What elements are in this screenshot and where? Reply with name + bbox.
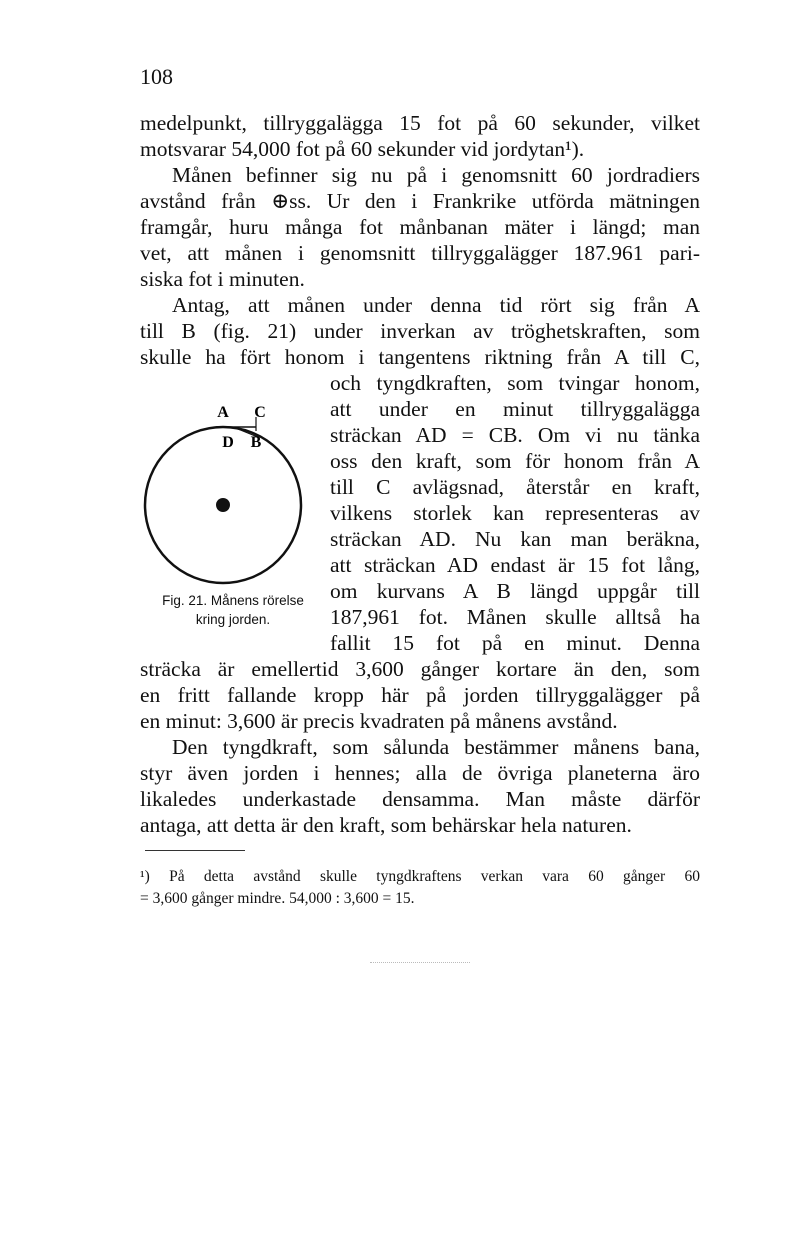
text-line: siska fot i minuten. bbox=[140, 267, 305, 291]
earth-dot bbox=[216, 498, 230, 512]
text-line: en fritt fallande kropp här på jorden tillryggalägger på bbox=[140, 683, 700, 707]
text-line: avstånd från ⊕ss. Ur den i Frankrike utförda mätningen bbox=[140, 189, 700, 213]
text-line: styr även jorden i hennes; alla de övriga planeterna äro bbox=[140, 761, 700, 785]
text-line: Den tyngdkraft, som sålunda bestämmer månens bana, bbox=[172, 735, 700, 759]
text-line: vet, att månen i genomsnitt tillryggalägger 187.961 pari- bbox=[140, 241, 700, 265]
footnote-rule bbox=[145, 850, 245, 851]
text-line: vilkens storlek kan representeras av bbox=[330, 501, 700, 525]
text-line: fallit 15 fot på en minut. Denna bbox=[330, 631, 700, 655]
text-line: en minut: 3,600 är precis kvadraten på månens avstånd. bbox=[140, 709, 618, 733]
wrapped-paragraph bbox=[330, 370, 700, 656]
text-line: skulle ha fört honom i tangentens riktning från A till C, bbox=[140, 345, 700, 369]
moon-orbit-diagram bbox=[138, 395, 328, 591]
text-line: att under en minut tillryggalägga bbox=[330, 397, 700, 421]
text-line: om kurvans A B längd uppgår till bbox=[330, 579, 700, 603]
bottom-paragraphs bbox=[140, 656, 700, 838]
footnote-line: = 3,600 gånger mindre. 54,000 : 3,600 = 15. bbox=[140, 890, 415, 907]
label-d: D bbox=[222, 434, 234, 451]
label-a: A bbox=[217, 404, 229, 421]
scan-artifact bbox=[370, 962, 470, 965]
text-line: 187,961 fot. Månen skulle alltså ha bbox=[330, 605, 700, 629]
page-number: 108 bbox=[140, 64, 173, 89]
text-line: och tyngdkraften, som tvingar honom, bbox=[330, 371, 700, 395]
text-line: sträckan AD = CB. Om vi nu tänka bbox=[330, 423, 700, 447]
footnote-line: ¹) På detta avstånd skulle tyngdkraftens verkan vara 60 gånger 60 bbox=[140, 868, 700, 885]
text-line: Månen befinner sig nu på i genomsnitt 60 jordradiers bbox=[172, 163, 700, 187]
top-paragraphs bbox=[140, 110, 700, 370]
footnote bbox=[140, 866, 700, 910]
text-line: antaga, att detta är den kraft, som behärskar hela naturen. bbox=[140, 813, 632, 837]
text-line: att sträckan AD endast är 15 fot lång, bbox=[330, 553, 700, 577]
caption-line: kring jorden. bbox=[195, 612, 271, 627]
text-line: till C avlägsnad, återstår en kraft, bbox=[330, 475, 700, 499]
caption-line: Fig. 21. Månens rörelse bbox=[162, 593, 304, 608]
text-line: oss den kraft, som för honom från A bbox=[330, 449, 700, 473]
figure-21 bbox=[138, 395, 328, 635]
text-line: Antag, att månen under denna tid rört sig från A bbox=[172, 293, 700, 317]
label-c: C bbox=[254, 404, 266, 421]
label-b: B bbox=[250, 434, 262, 451]
text-line: sträckan AD. Nu kan man beräkna, bbox=[330, 527, 700, 551]
text-line: sträcka är emellertid 3,600 gånger kortare än den, som bbox=[140, 657, 700, 681]
figure-caption bbox=[138, 591, 328, 629]
text-line: likaledes underkastade densamma. Man måste därför bbox=[140, 787, 700, 811]
text-line: till B (fig. 21) under inverkan av tröghetskraften, som bbox=[140, 319, 700, 343]
text-line: framgår, huru många fot månbanan mäter i längd; man bbox=[140, 215, 700, 239]
text-line: motsvarar 54,000 fot på 60 sekunder vid jordytan¹). bbox=[140, 137, 585, 161]
text-line: medelpunkt, tillryggalägga 15 fot på 60 sekunder, vilket bbox=[140, 111, 700, 135]
